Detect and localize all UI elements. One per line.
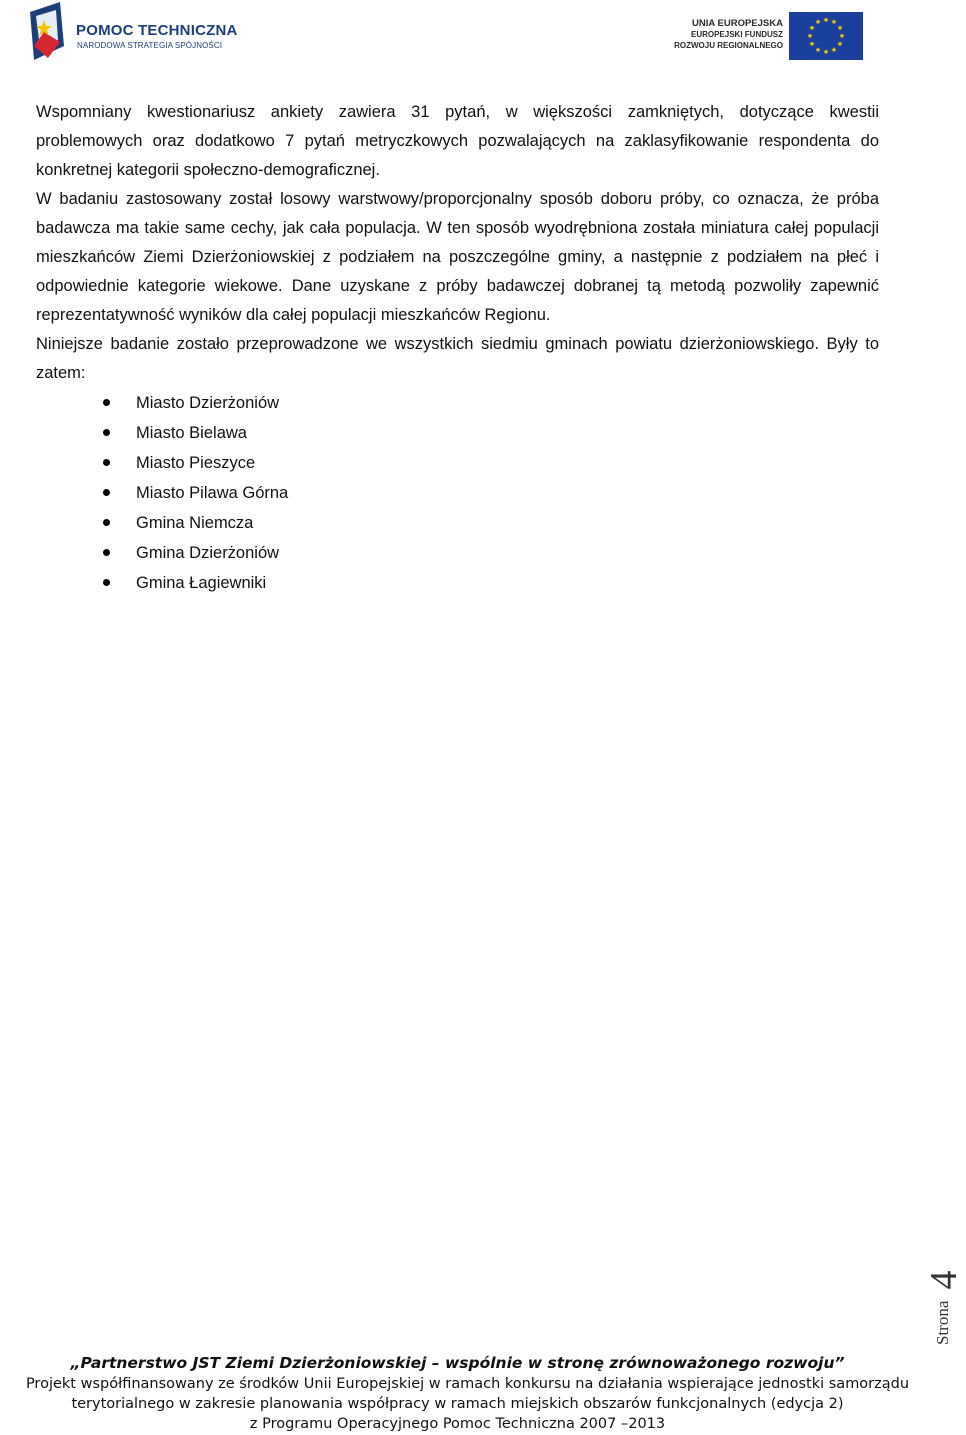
list-item-label: Miasto Pieszyce (136, 454, 256, 472)
pomoc-techniczna-emblem (30, 2, 68, 62)
list-item (36, 418, 879, 448)
svg-text:★: ★ (822, 16, 830, 24)
left-logo-subtitle: NARODOWA STRATEGIA SPÓJNOŚCI (77, 41, 223, 50)
list-item-label: Miasto Dzierżoniów (136, 394, 280, 412)
list-item-label: Gmina Łagiewniki (136, 574, 267, 592)
bullet-icon (103, 429, 110, 436)
municipality-list (36, 388, 879, 598)
list-item (36, 568, 879, 598)
svg-text:★: ★ (808, 40, 816, 48)
document-body (36, 98, 879, 598)
svg-text:★: ★ (836, 24, 844, 32)
pomoc-techniczna-logo (30, 2, 240, 64)
footer-line2: terytorialnego w zakresie planowania współpracy w ramach miejskich obszarów funkcjonalnych (edycja 2) (71, 1396, 844, 1412)
eu-logo-line1: UNIA EUROPEJSKA (692, 18, 783, 29)
footer-line1: Projekt współfinansowany ze środków Unii Europejskiej w ramach konkursu na działania wspierające jednostki samorządu (25, 1376, 910, 1392)
svg-text:★: ★ (814, 18, 822, 26)
page-footer (0, 1352, 915, 1434)
svg-text:★: ★ (830, 46, 838, 54)
footer-title: „Partnerstwo JST Ziemi Dzierżoniowskiej – wspólnie w stronę zrównoważonego rozwoju” (70, 1354, 845, 1372)
page-number-value: 4 (923, 1270, 965, 1290)
list-item-label: Miasto Bielawa (136, 424, 247, 442)
paragraph-municipalities: Niniejsze badanie zostało przeprowadzone we wszystkich siedmiu gminach powiatu dzierżoniowskiego. Były to zatem: (36, 335, 879, 382)
left-logo-name: POMOC TECHNICZNA (76, 22, 238, 39)
bullet-icon (103, 399, 110, 406)
list-item (36, 538, 879, 568)
bullet-icon (103, 459, 110, 466)
svg-text:★: ★ (806, 32, 814, 40)
eu-logo-text (655, 18, 783, 51)
bullet-icon (103, 519, 110, 526)
list-item-label: Miasto Pilawa Górna (136, 484, 289, 502)
list-item (36, 508, 879, 538)
paragraph-sampling: W badaniu zastosowany został losowy warstwowy/proporcjonalny sposób doboru próby, co oznacza, że próba badawcza ma takie same cechy, jak cała populacja. W ten sposób wyodrębniona została miniatura całej populacji mieszkańców Ziemi Dzierżoniowskiej z podziałem na poszczególne gminy, a następnie z podziałem na płeć i odpowiednie kategorie wiekowe. Dane uzyskane z próby badawczej dobranej tą metodą pozwoliły zapewnić reprezentatywność wyników dla całej populacji mieszkańców Regionu. (36, 190, 879, 324)
bullet-icon (103, 489, 110, 496)
list-item (36, 448, 879, 478)
paragraph-questionnaire: Wspomniany kwestionariusz ankiety zawiera 31 pytań, w większości zamkniętych, dotyczące kwestii problemowych oraz dodatkowo 7 pytań metryczkowych pozwalających na zaklasyfikowanie respondenta do konkretnej kategorii społeczno-demograficznej. (36, 103, 879, 179)
eu-logo-line3: ROZWOJU REGIONALNEGO (674, 41, 783, 50)
bullet-icon (103, 549, 110, 556)
list-item-label: Gmina Dzierżoniów (136, 544, 280, 562)
list-item (36, 478, 879, 508)
bullet-icon (103, 579, 110, 586)
eu-logo-line2: EUROPEJSKI FUNDUSZ (690, 30, 783, 39)
svg-text:★: ★ (836, 40, 844, 48)
list-item-label: Gmina Niemcza (136, 514, 254, 532)
svg-text:★: ★ (822, 48, 830, 56)
footer-line3: z Programu Operacyjnego Pomoc Techniczna 2007 –2013 (249, 1416, 666, 1432)
svg-text:★: ★ (838, 32, 846, 40)
svg-text:★: ★ (814, 46, 822, 54)
list-item (36, 388, 879, 418)
eu-flag-icon (789, 12, 863, 60)
eu-logo (655, 12, 867, 62)
svg-text:★: ★ (808, 24, 816, 32)
page-number-label: Strona (933, 1300, 952, 1345)
page-number (923, 1262, 965, 1352)
svg-text:★: ★ (830, 18, 838, 26)
